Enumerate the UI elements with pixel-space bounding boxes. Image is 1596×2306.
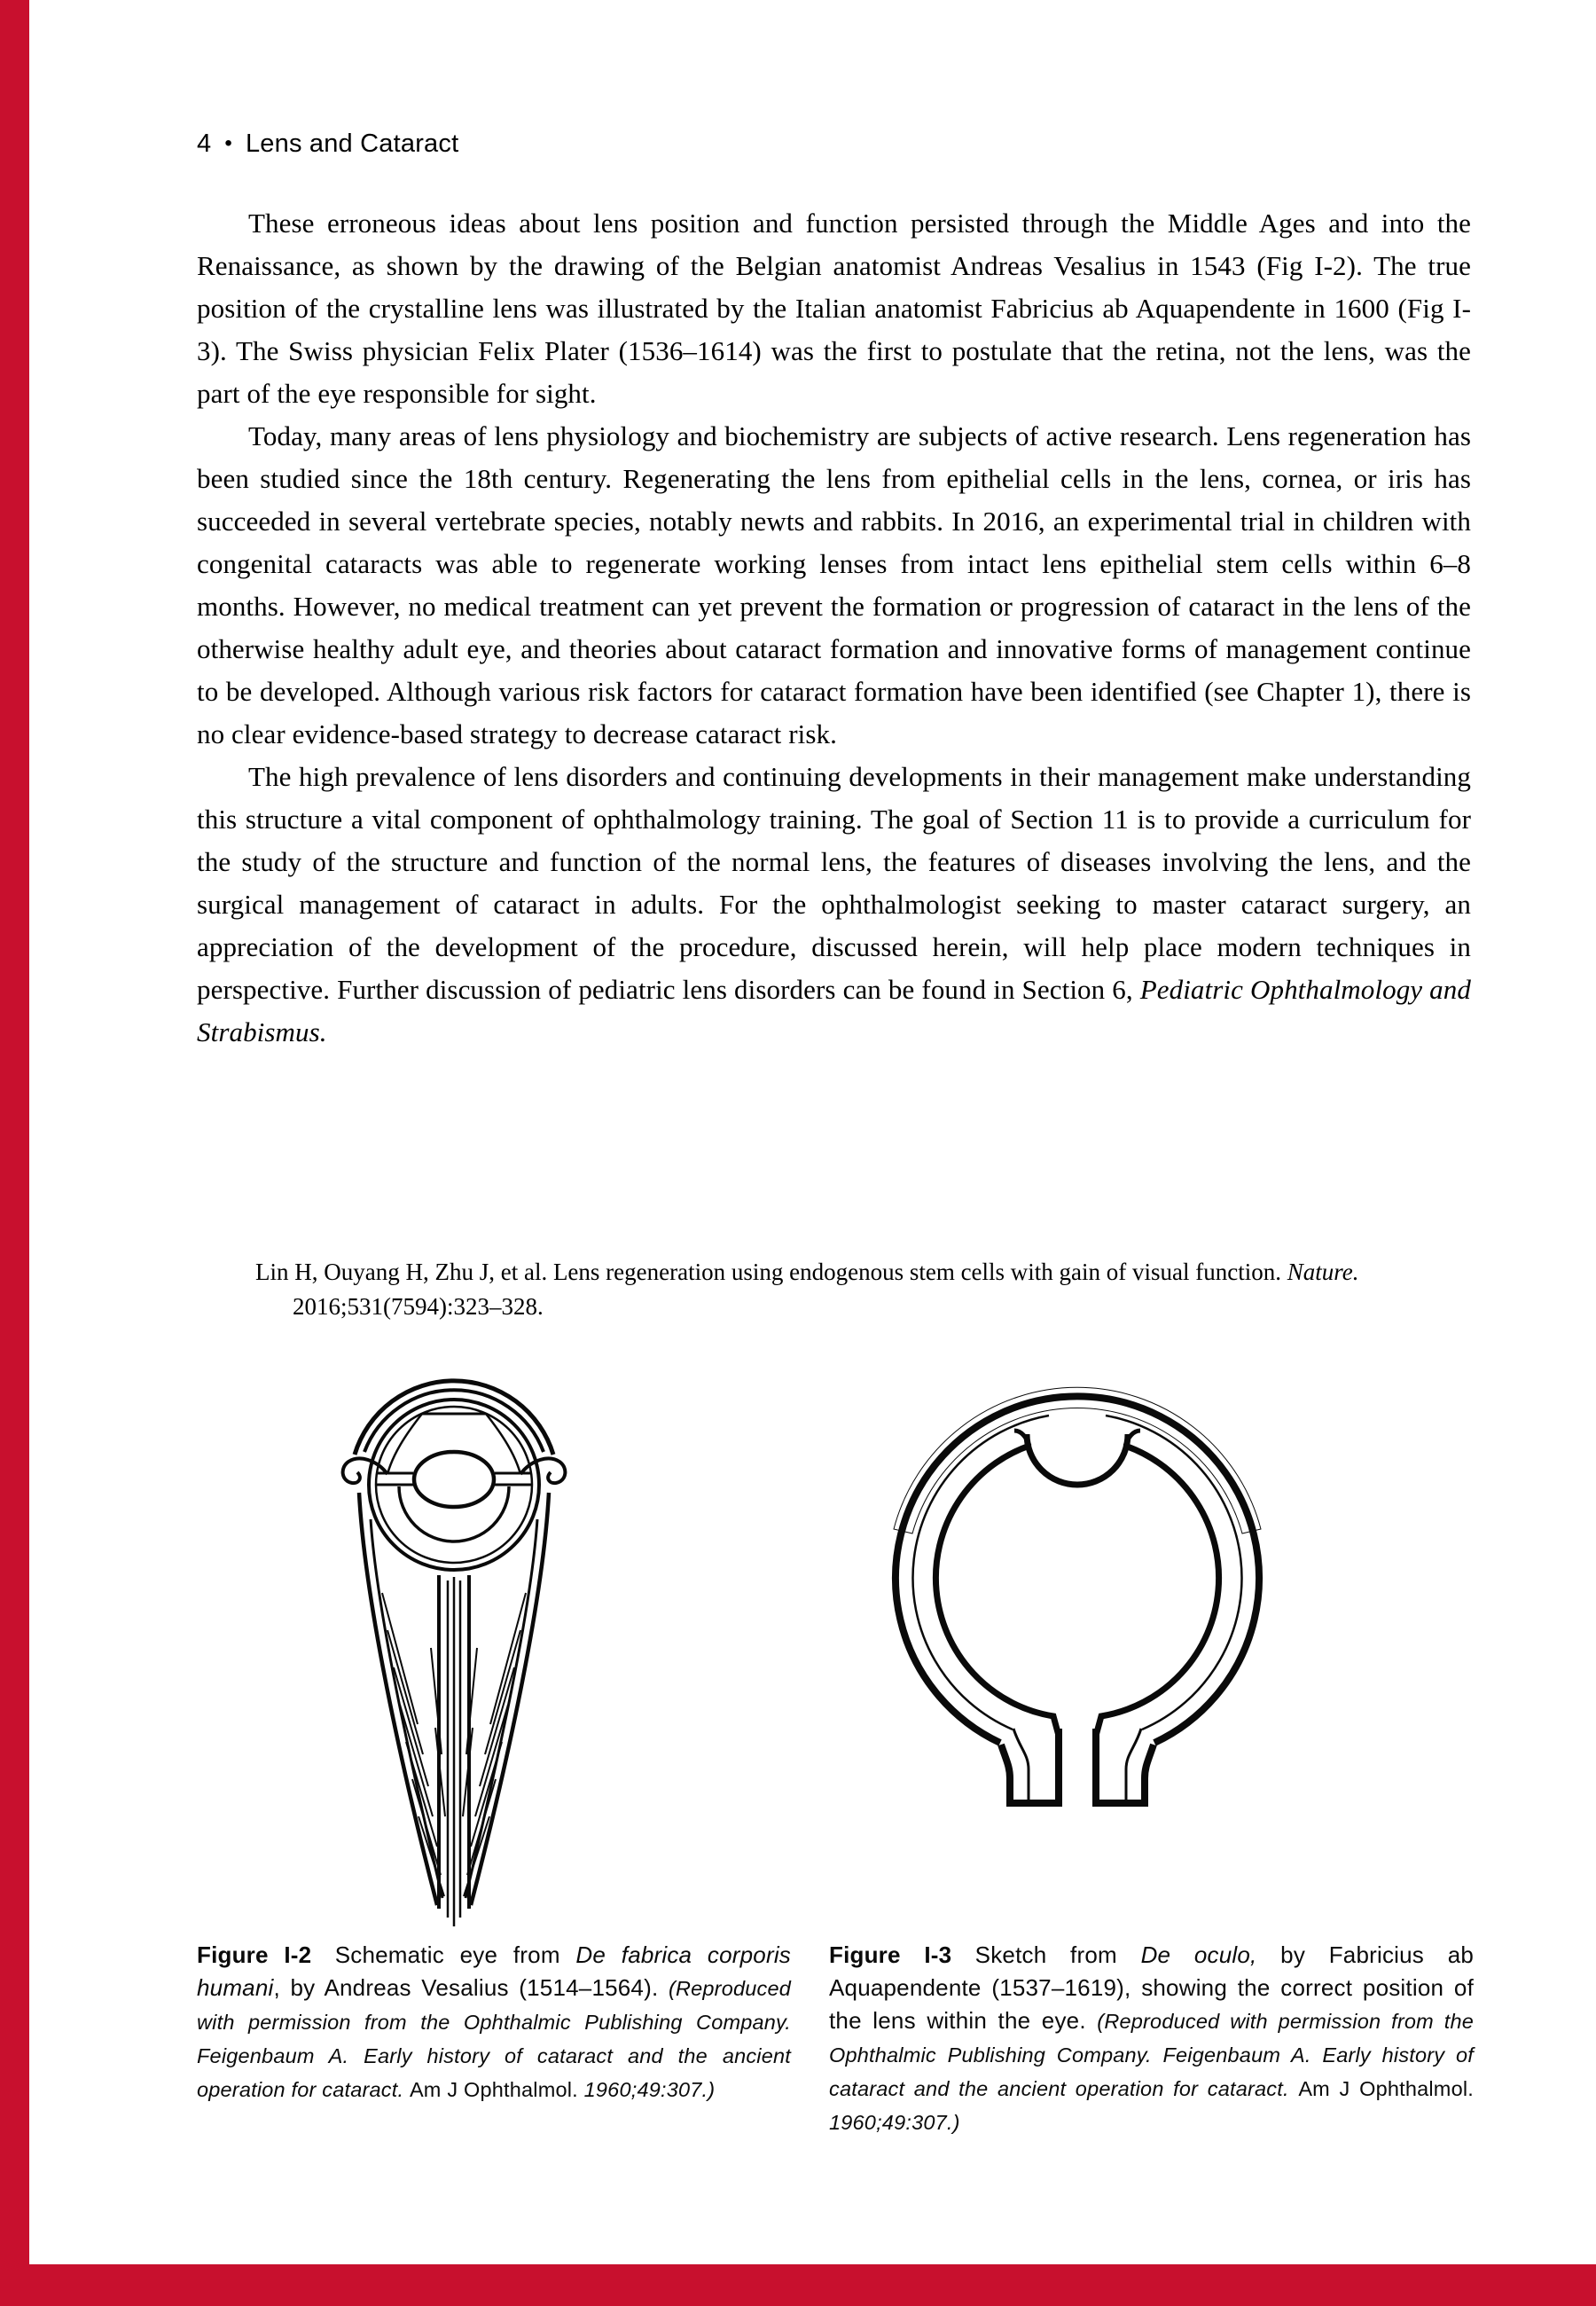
paragraph-curriculum — [197, 756, 1471, 1054]
body-text — [197, 202, 1471, 1054]
text-segment: by Fabricius ab Aquapendente (1537–1619), showing the correct position of the lens within the eye. — [829, 1941, 1475, 2034]
text-segment: (Reproduced with permission from the Ophthalmic Publishing Company. Feigenbaum A. Early history of cataract and the ancient operation for cataract. — [197, 1977, 791, 2101]
figure-i3-illustration — [887, 1359, 1268, 1816]
text-segment: Am J Ophthalmol. — [409, 2078, 584, 2101]
text-segment: Schematic eye from — [311, 1941, 576, 1968]
book-edge-bottom-red — [0, 2264, 1596, 2306]
text-segment: The high prevalence of lens disorders and continuing developments in their management make understanding this structure a vital component of ophthalmology training. The goal of Section 11 is to provide a curriculum for the study of the structure and function of the normal lens, the features of diseases involving the lens, and the surgical management of cataract in adults. For the ophthalmologist seeking to master cataract surgery, an appreciation of the development of the procedure, discussed herein, will help place modern techniques in perspective. Further discussion of pediatric lens disorders can be found in Section 6, — [197, 761, 1471, 1005]
text-segment: De oculo, — [1140, 1941, 1257, 1968]
figure-i3-caption — [829, 1939, 1474, 2139]
text-segment: Figure I-2 — [197, 1941, 312, 1968]
optic-nerve-cone — [359, 1493, 549, 1926]
text-segment: De fabrica corporis humani — [197, 1941, 792, 2001]
lens-ellipse — [414, 1452, 494, 1507]
running-header — [197, 129, 458, 159]
text-segment: 1960;49:307.) — [583, 2078, 716, 2101]
text-segment: , by Andreas Vesalius (1514–1564). — [273, 1974, 669, 2001]
text-segment: Nature. — [1287, 1259, 1359, 1285]
figure-i2-caption — [197, 1939, 791, 2106]
page-number: 4 — [197, 129, 212, 158]
text-segment: Am J Ophthalmol. — [1298, 2077, 1474, 2100]
lens-cup — [1014, 1431, 1140, 1485]
figure-i2-illustration — [306, 1373, 607, 1933]
paragraph-history — [197, 202, 1471, 415]
header-bullet-icon: • — [224, 131, 232, 155]
sclera-ring — [894, 1387, 1261, 1743]
eye-globe — [355, 1381, 553, 1570]
text-segment: Lin H, Ouyang H, Zhu J, et al. Lens regeneration using endogenous stem cells with gain of visual function. — [255, 1259, 1287, 1285]
text-segment: Figure I-3 — [829, 1941, 952, 1968]
text-segment: 2016;531(7594):323–328. — [293, 1293, 544, 1320]
reference-citation — [255, 1255, 1419, 1324]
thick-top-crescent — [894, 1387, 1261, 1533]
book-edge-left-red — [0, 0, 29, 2306]
text-segment: 1960;49:307.) — [829, 2111, 960, 2134]
text-segment: These erroneous ideas about lens position and function persisted through the Middle Ages and into the Renaissance, as shown by the drawing of the Belgian anatomist Andreas Vesalius in 1543 (Fig I-2). The true position of the crystalline lens was illustrated by the Italian anatomist Fabricius ab Aquapendente in 1600 (Fig I-3). The Swiss physician Felix Plater (1536–1614) was the first to postulate that the retina, not the lens, was the part of the eye responsible for sight. — [197, 208, 1471, 409]
text-segment: Pediatric Ophthalmology and Strabismus. — [197, 974, 1471, 1047]
running-title: Lens and Cataract — [245, 129, 459, 158]
optic-nerve-legs — [1001, 1729, 1154, 1803]
paragraph-research — [197, 415, 1471, 756]
text-segment: (Reproduced with permission from the Ophthalmic Publishing Company. Feigenbaum A. Early history of cataract and the ancient operation for cataract. — [829, 2010, 1475, 2100]
text-segment: Sketch from — [951, 1941, 1141, 1968]
text-segment: Today, many areas of lens physiology and biochemistry are subjects of active research. Lens regeneration has been studied since the 18th century. Regenerating the lens from epithelial cells in the lens, cornea, or iris has succeeded in several vertebrate species, notably newts and rabbits. In 2016, an experimental trial in children with congenital cataracts was able to regenerate working lenses from intact lens epithelial stem cells within 6–8 months. However, no medical treatment can yet prevent the formation or progression of cataract in the lens of the otherwise healthy adult eye, and theories about cataract formation and innovative forms of management continue to be developed. Although various risk factors for cataract formation have been identified (see Chapter 1), there is no clear evidence-based strategy to decrease cataract risk. — [197, 420, 1471, 749]
